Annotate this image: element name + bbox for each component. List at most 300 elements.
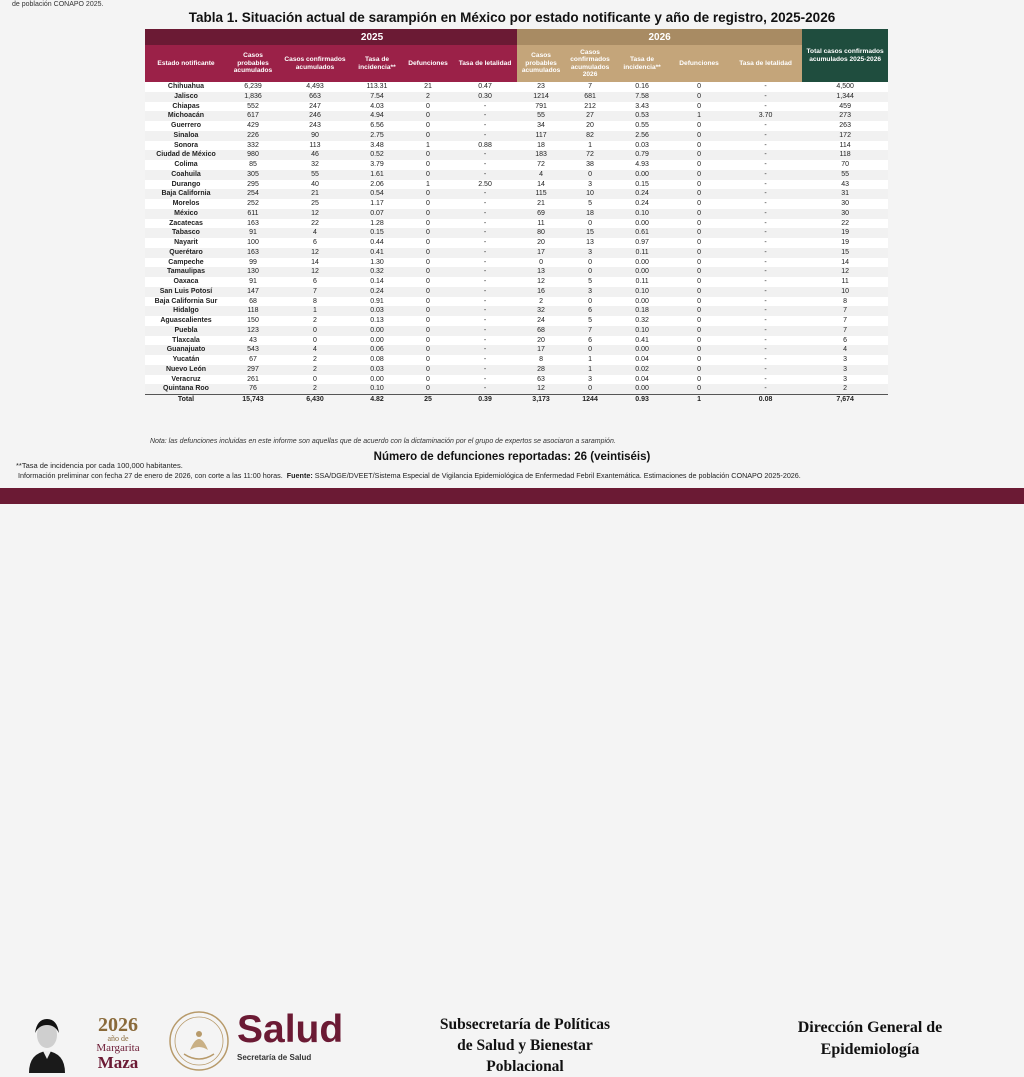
table-cell: 0.11: [615, 248, 669, 258]
table-cell: 0: [697, 219, 702, 227]
table-cell: -: [764, 141, 767, 149]
table-cell: 0: [426, 356, 430, 363]
table-cell: 0.16: [635, 83, 649, 90]
table-cell: 0.04: [635, 375, 649, 383]
table-cell: -: [453, 131, 517, 141]
table-cell: -: [764, 83, 767, 90]
table-cell: 0: [697, 122, 702, 129]
table-cell: 3: [802, 365, 888, 375]
table-cell: 1: [565, 365, 615, 375]
table-cell: 0.44: [370, 239, 384, 246]
table-cell: 163: [247, 219, 259, 227]
table-cell: 99: [249, 258, 257, 266]
table-cell: -: [764, 239, 767, 246]
table-cell: 0.10: [615, 209, 669, 219]
table-cell: 0: [697, 356, 702, 363]
table-cell: 543: [227, 345, 279, 355]
table-cell: 332: [247, 141, 259, 149]
state-name-cell: Nayarit: [174, 239, 198, 246]
table-cell: 252: [247, 200, 259, 207]
table-cell: 0: [669, 345, 729, 355]
table-cell: 12: [279, 267, 351, 277]
table-cell: 0.47: [478, 83, 492, 90]
table-cell: 0: [403, 365, 453, 375]
table-cell: 0.10: [351, 384, 403, 394]
footnote-incidence: **Tasa de incidencia por cada 100,000 habitantes.: [16, 461, 183, 470]
table-cell: 7: [279, 287, 351, 297]
table-cell: 4.94: [351, 111, 403, 121]
table-cell: -: [729, 384, 802, 394]
direccion-line-2: Epidemiología: [820, 1041, 920, 1058]
table-cell: 0.00: [635, 297, 649, 305]
table-cell: 55: [279, 170, 351, 180]
table-cell: 76: [227, 384, 279, 394]
table-cell: 0.11: [635, 278, 649, 285]
table-cell: -: [729, 306, 802, 316]
total-cell: 25: [403, 395, 453, 405]
table-cell: 68: [249, 297, 257, 305]
table-cell: -: [453, 326, 517, 336]
table-cell: 0: [697, 161, 702, 168]
table-row: [145, 365, 888, 375]
table-cell: 11: [537, 219, 545, 227]
table-cell: -: [729, 345, 802, 355]
state-name-cell: Baja California: [145, 189, 227, 199]
table-cell: 0: [565, 384, 615, 394]
table-cell: 0: [403, 267, 453, 277]
table-cell: -: [729, 92, 802, 102]
table-cell: 0: [697, 278, 702, 285]
table-cell: 20: [537, 239, 545, 246]
table-cell: 43: [841, 180, 850, 188]
table-cell: 1.30: [370, 258, 384, 266]
table-cell: 0: [426, 297, 430, 305]
state-name-cell: Colima: [174, 161, 198, 168]
table-cell: 17: [517, 248, 565, 258]
table-cell: 3: [565, 287, 615, 297]
table-cell: 4,500: [836, 83, 854, 90]
table-cell: 14: [311, 258, 319, 266]
table-cell: 0.24: [615, 189, 669, 199]
table-cell: -: [764, 200, 767, 207]
header-estado: Estado notificante: [145, 45, 227, 82]
table-row: [145, 92, 888, 102]
table-cell: 0: [669, 306, 729, 316]
table-cell: 2.75: [351, 131, 403, 141]
state-name-cell: Nuevo León: [145, 365, 227, 375]
table-cell: 0: [426, 161, 430, 168]
table-cell: 2: [403, 92, 453, 102]
table-cell: 82: [565, 131, 615, 141]
table-cell: 22: [311, 219, 319, 227]
table-cell: 246: [279, 111, 351, 121]
table-cell: 31: [802, 189, 888, 199]
table-cell: 3.70: [729, 111, 802, 121]
table-cell: -: [729, 189, 802, 199]
table-cell: -: [453, 189, 517, 199]
table-cell: 6.56: [370, 122, 384, 129]
logo-year: 2026: [98, 1014, 138, 1036]
table-cell: 91: [227, 228, 279, 238]
table-cell: 2: [802, 384, 888, 394]
table-cell: -: [729, 228, 802, 238]
table-row: [145, 219, 888, 229]
table-cell: 183: [517, 150, 565, 160]
table-cell: 1214: [517, 92, 565, 102]
table-cell: -: [729, 131, 802, 141]
state-name-cell: Veracruz: [171, 375, 201, 383]
table-cell: 2.50: [478, 180, 492, 188]
table-cell: 429: [247, 122, 259, 129]
measles-table-container: [145, 29, 888, 405]
state-name-cell: Aguascalientes: [160, 317, 212, 324]
footnote-preliminary: Información preliminar con fecha 27 de enero de 2026, con corte a las 11:00 horas.: [18, 471, 283, 480]
table-cell: 0.55: [635, 122, 649, 129]
table-cell: 0.54: [351, 189, 403, 199]
table-cell: 0: [403, 228, 453, 238]
table-cell: 0: [697, 258, 702, 266]
table-cell: -: [764, 375, 767, 383]
state-name-cell: Sinaloa: [145, 131, 227, 141]
table-cell: 0: [697, 317, 702, 324]
table-row: [145, 121, 888, 131]
table-cell: 0: [697, 102, 702, 110]
table-cell: 0: [426, 219, 430, 227]
year-2025-header: 2025: [227, 29, 517, 45]
table-cell: 0.00: [370, 336, 384, 344]
table-cell: 0.32: [635, 317, 649, 324]
table-cell: 28: [517, 365, 565, 375]
total-cell: 0.08: [729, 395, 802, 405]
state-name-cell: Baja California Sur: [154, 297, 218, 305]
table-cell: 23: [537, 83, 545, 90]
table-cell: 0: [588, 219, 593, 227]
table-cell: 13: [517, 267, 565, 277]
table-cell: 0: [697, 297, 702, 305]
table-cell: 3: [843, 356, 848, 363]
state-name-cell: Tamaulipas: [145, 267, 227, 277]
table-cell: -: [729, 150, 802, 160]
table-cell: 0.61: [615, 228, 669, 238]
table-cell: 0: [669, 365, 729, 375]
table-cell: 6: [588, 336, 593, 344]
state-name-cell: Jalisco: [145, 92, 227, 102]
table-cell: 2: [313, 317, 317, 324]
table-cell: -: [483, 375, 487, 383]
direccion-general-text: [770, 1017, 970, 1061]
table-cell: 6,239: [244, 83, 262, 90]
table-cell: 0: [426, 239, 430, 246]
year-2026-header: 2026: [517, 29, 802, 45]
table-cell: 0: [403, 248, 453, 258]
table-cell: 0: [565, 170, 615, 180]
table-cell: 19: [841, 239, 850, 246]
table-cell: 18: [565, 209, 615, 219]
header-casos-confirmados-2026: Casos confirmados acumulados 2026: [565, 45, 615, 82]
table-row: [145, 375, 888, 385]
table-row: [145, 209, 888, 219]
table-cell: 0.13: [370, 317, 384, 324]
table-row: [145, 160, 888, 170]
table-row: [145, 287, 888, 297]
table-row: [145, 199, 888, 209]
table-cell: 0: [588, 297, 593, 305]
table-cell: 0: [669, 189, 729, 199]
table-cell: -: [764, 356, 767, 363]
table-cell: 791: [535, 102, 547, 110]
table-cell: -: [483, 356, 487, 363]
table-cell: 0.00: [615, 345, 669, 355]
table-cell: 2: [279, 384, 351, 394]
table-cell: -: [729, 365, 802, 375]
table-cell: -: [483, 297, 487, 305]
table-cell: 68: [517, 326, 565, 336]
table-cell: -: [483, 122, 487, 129]
table-cell: -: [453, 111, 517, 121]
table-cell: 0.15: [351, 228, 403, 238]
table-cell: 114: [839, 141, 851, 149]
table-cell: 21: [279, 189, 351, 199]
table-cell: 12: [279, 248, 351, 258]
table-cell: 0.18: [615, 306, 669, 316]
total-cell: Total: [145, 395, 227, 405]
table-cell: 0: [426, 102, 430, 110]
table-cell: 1: [669, 111, 729, 121]
table-cell: 7.54: [351, 92, 403, 102]
measles-table: [145, 29, 888, 405]
table-cell: -: [729, 326, 802, 336]
table-cell: 0: [426, 278, 430, 285]
table-cell: 72: [565, 150, 615, 160]
table-row: [145, 336, 888, 346]
table-cell: 0.10: [615, 326, 669, 336]
footnote-fuente-label: Fuente:: [286, 471, 313, 480]
table-cell: 0.00: [351, 326, 403, 336]
table-cell: 0: [426, 336, 430, 344]
table-cell: 459: [839, 102, 851, 110]
table-row: [145, 82, 888, 92]
total-cell: 0.39: [453, 395, 517, 405]
table-cell: 0.04: [635, 356, 649, 363]
footnote-fuente-text: SSA/DGE/DVEET/Sistema Especial de Vigilancia Epidemiológica de Enfermedad Febril Exantemática. Estimaciones de población CONAPO 2025-2026.: [314, 471, 801, 480]
table-cell: 3.43: [635, 102, 649, 110]
table-cell: 27: [565, 111, 615, 121]
table-cell: 0.24: [351, 287, 403, 297]
table-cell: 150: [247, 317, 259, 324]
table-cell: 663: [279, 92, 351, 102]
table-cell: -: [483, 219, 487, 227]
table-cell: 0.03: [351, 306, 403, 316]
table-cell: 113.31: [366, 83, 388, 90]
salud-logo-text: Salud: [237, 1008, 344, 1051]
table-cell: 0.24: [635, 200, 649, 207]
table-row: [145, 326, 888, 336]
direccion-line-1: Dirección General de: [797, 1019, 943, 1036]
table-cell: 0: [403, 345, 453, 355]
table-cell: 0: [313, 375, 317, 383]
table-cell: 0.32: [351, 267, 403, 277]
logo-margarita: Margarita: [96, 1042, 140, 1054]
table-cell: 0: [669, 131, 729, 141]
table-cell: 0: [426, 317, 430, 324]
table-cell: 0: [279, 326, 351, 336]
table-cell: 7: [565, 326, 615, 336]
table-cell: 243: [309, 122, 321, 129]
table-cell: 273: [802, 111, 888, 121]
table-cell: 681: [565, 92, 615, 102]
table-cell: -: [483, 336, 487, 344]
table-cell: 2: [279, 365, 351, 375]
table-cell: -: [483, 102, 487, 110]
table-cell: 12: [537, 278, 545, 285]
table-cell: 20: [586, 122, 594, 129]
table-row: [145, 267, 888, 277]
table-cell: 117: [517, 131, 565, 141]
table-cell: 0.00: [635, 219, 649, 227]
table-cell: 0: [403, 131, 453, 141]
table-cell: -: [453, 287, 517, 297]
state-name-cell: Campeche: [168, 258, 204, 266]
table-cell: 18: [537, 141, 545, 149]
table-cell: 0: [403, 306, 453, 316]
table-cell: 13: [586, 239, 594, 246]
table-row: [145, 131, 888, 141]
table-cell: 10: [802, 287, 888, 297]
table-cell: -: [764, 317, 767, 324]
table-cell: 0.02: [615, 365, 669, 375]
header-tasa-letalidad-2026: Tasa de letalidad: [729, 45, 802, 82]
table-cell: 247: [309, 102, 321, 110]
table-cell: 1: [588, 141, 593, 149]
table-cell: 0.53: [615, 111, 669, 121]
table-cell: 0: [403, 209, 453, 219]
table-cell: 0: [697, 200, 702, 207]
table-cell: 118: [227, 306, 279, 316]
table-cell: 261: [247, 375, 259, 383]
wine-divider-bar: [0, 488, 1024, 504]
mexico-coat-of-arms-icon: [168, 1010, 230, 1072]
state-name-cell: Coahuila: [145, 170, 227, 180]
table-cell: -: [483, 278, 487, 285]
table-cell: 7: [843, 317, 848, 324]
table-cell: 2: [539, 297, 544, 305]
table-cell: 6: [565, 306, 615, 316]
state-name-cell: Guerrero: [171, 122, 201, 129]
table-cell: 12: [802, 267, 888, 277]
table-cell: 0: [403, 111, 453, 121]
state-name-cell: Quintana Roo: [145, 384, 227, 394]
header-total: Total casos confirmados acumulados 2025-2026: [802, 29, 888, 82]
header-tasa-incidencia-2026: Tasa de incidencia**: [615, 45, 669, 82]
table-row: [145, 355, 888, 365]
header-tasa-incidencia-2025: Tasa de incidencia**: [351, 45, 403, 82]
table-cell: 2: [313, 356, 317, 363]
logo-maza: Maza: [97, 1053, 139, 1072]
table-cell: 1: [279, 306, 351, 316]
table-cell: -: [453, 248, 517, 258]
table-cell: 0: [403, 326, 453, 336]
table-cell: 0: [697, 141, 702, 149]
footer: [0, 504, 1024, 1075]
table-cell: 0.14: [370, 278, 384, 285]
table-cell: 0: [669, 228, 729, 238]
table-cell: -: [764, 258, 767, 266]
table-cell: 5: [588, 317, 593, 324]
table-cell: 7: [802, 306, 888, 316]
table-cell: 212: [584, 102, 596, 110]
table-cell: 0.03: [635, 141, 649, 149]
table-cell: -: [453, 267, 517, 277]
table-cell: -: [483, 317, 487, 324]
table-cell: 0: [669, 384, 729, 394]
table-cell: -: [729, 267, 802, 277]
table-cell: 172: [802, 131, 888, 141]
table-cell: 32: [517, 306, 565, 316]
table-body: [145, 82, 888, 395]
state-name-cell: Zacatecas: [169, 219, 203, 227]
table-cell: -: [483, 200, 487, 207]
table-cell: 15: [802, 248, 888, 258]
state-name-cell: Michoacán: [145, 111, 227, 121]
table-cell: 16: [517, 287, 565, 297]
table-cell: 0.88: [478, 141, 492, 149]
table-cell: 6: [843, 336, 848, 344]
table-cell: 0: [697, 83, 702, 90]
table-cell: 7: [588, 83, 593, 90]
header-casos-probables-2026: Casos probables acumulados: [517, 45, 565, 82]
table-row: [145, 258, 888, 268]
state-name-cell: Ciudad de México: [145, 150, 227, 160]
table-cell: 0.00: [615, 384, 669, 394]
deaths-reported: Número de defunciones reportadas: 26 (veintiséis): [373, 451, 651, 463]
state-name-cell: Oaxaca: [173, 278, 199, 285]
total-cell: 0.93: [615, 395, 669, 405]
table-row: [145, 238, 888, 248]
table-cell: 12: [517, 384, 565, 394]
table-cell: 38: [586, 161, 594, 168]
table-cell: 55: [802, 170, 888, 180]
table-cell: 552: [247, 102, 259, 110]
table-cell: 80: [517, 228, 565, 238]
table-cell: 34: [537, 122, 545, 129]
table-cell: 0: [669, 248, 729, 258]
table-cell: 32: [311, 161, 319, 168]
table-cell: 2.06: [370, 180, 384, 188]
table-row: [145, 248, 888, 258]
table-cell: 8: [843, 297, 848, 305]
table-cell: 3.79: [370, 161, 384, 168]
total-cell: 1244: [565, 395, 615, 405]
table-cell: 0.30: [453, 92, 517, 102]
table-row: [145, 111, 888, 121]
table-cell: 0: [697, 336, 702, 344]
state-name-cell: Hidalgo: [145, 306, 227, 316]
table-row: [145, 170, 888, 180]
table-cell: 295: [247, 180, 259, 188]
subsecretaria-line-3: Poblacional: [486, 1058, 564, 1075]
table-cell: -: [764, 161, 767, 168]
table-cell: 17: [517, 345, 565, 355]
total-row: [145, 395, 888, 405]
table-cell: -: [453, 209, 517, 219]
table-title: Tabla 1. Situación actual de sarampión en México por estado notificante y año de registro, 2025-2026: [188, 10, 836, 25]
table-cell: 3: [565, 248, 615, 258]
state-name-cell: Durango: [171, 180, 201, 188]
table-cell: -: [764, 102, 767, 110]
table-cell: 22: [841, 219, 850, 227]
table-cell: 0: [669, 267, 729, 277]
table-cell: 0: [403, 287, 453, 297]
